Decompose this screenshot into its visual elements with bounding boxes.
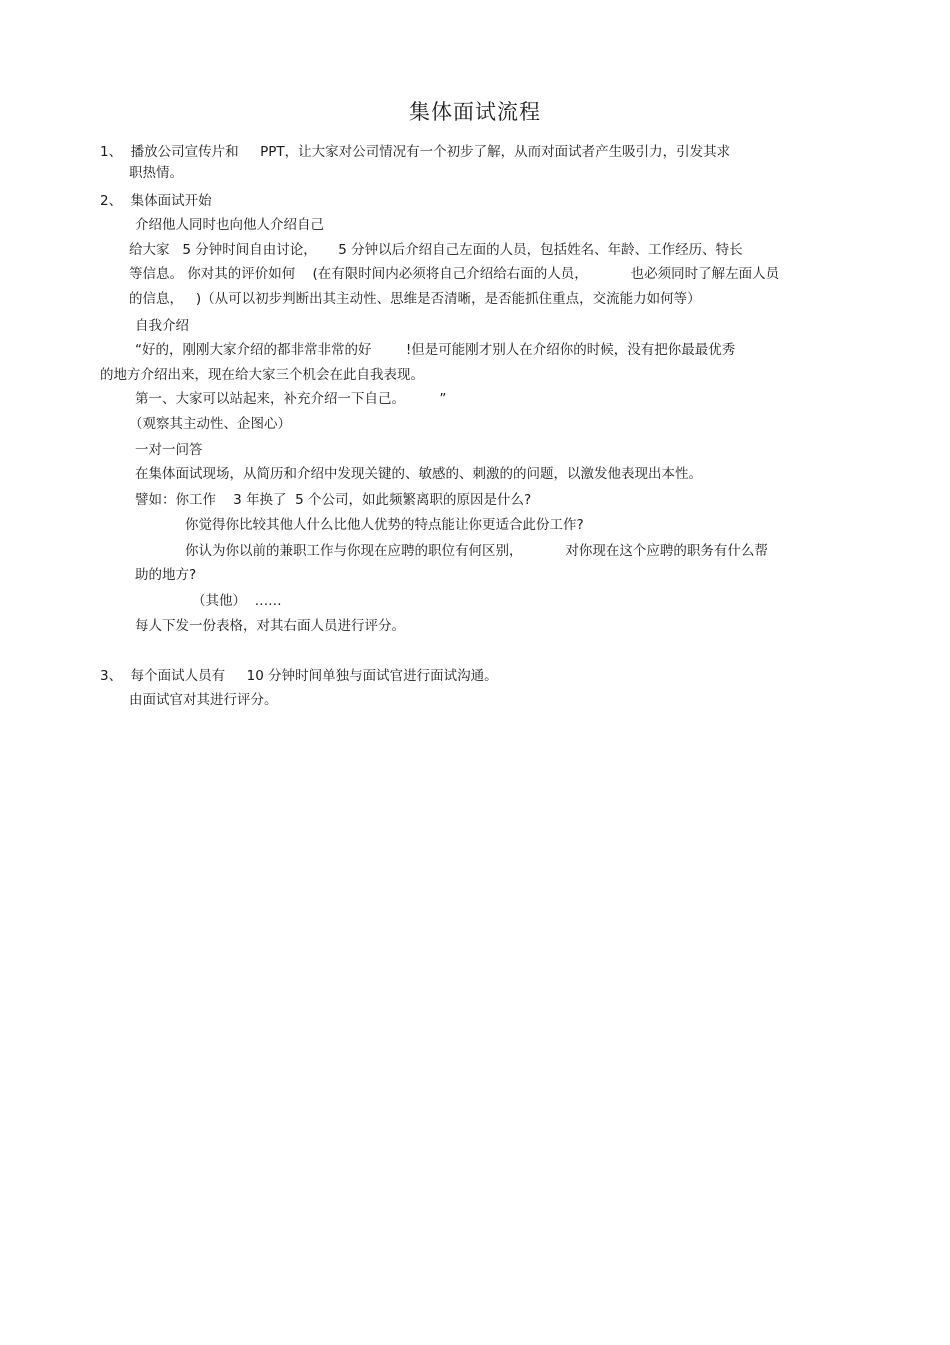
paragraph-line: 的信息， )（从可以初步判断出其主动性、思维是否清晰，是否能抓住重点，交流能力如何等） [129,291,701,307]
subheading-introduce-others: 介绍他人同时也向他人介绍自己 [135,217,324,233]
paragraph-line: “好的，刚刚大家介绍的都非常非常的好 !但是可能刚才别人在介绍你的时候，没有把你最最优秀 [135,342,736,358]
paragraph-line: 给大家 5 分钟时间自由讨论， 5 分钟以后介绍自己左面的人员，包括姓名、年龄、工作经历、特长 [129,242,743,258]
item-1-line-1: 1、 播放公司宣传片和 PPT，让大家对公司情况有一个初步了解，从而对面试者产生吸引力，引发其求 [100,144,731,160]
paragraph-line: 的地方介绍出来，现在给大家三个机会在此自我表现。 [100,367,424,383]
paragraph-line: 第一、大家可以站起来，补充介绍一下自己。 ” [135,391,447,407]
paragraph-line: 由面试官对其进行评分。 [129,692,278,708]
item-3-heading: 3、 每个面试人员有 10 分钟时间单独与面试官进行面试沟通。 [100,668,498,684]
subheading-qa: 一对一问答 [135,442,203,458]
paragraph-line: 每人下发一份表格，对其右面人员进行评分。 [135,618,405,634]
example-other: （其他） …… [192,593,282,609]
paragraph-line: 在集体面试现场，从简历和介绍中发现关键的、敏感的、刺激的的问题，以激发他表现出本性。 [135,466,702,482]
example-question: 你觉得你比较其他人什么比他人优势的特点能让你更适合此份工作? [185,517,584,533]
paragraph-line: （观察其主动性、企图心） [129,416,291,432]
item-2-heading: 2、 集体面试开始 [100,193,212,209]
item-1-line-2: 职热情。 [129,165,183,181]
example-question: 譬如：你工作 3 年换了 5 个公司，如此频繁离职的原因是什么? [135,492,532,508]
example-question: 助的地方? [135,567,197,583]
subheading-self-intro: 自我介绍 [135,318,189,334]
example-question: 你认为你以前的兼职工作与你现在应聘的职位有何区别， 对你现在这个应聘的职务有什么帮 [185,543,768,559]
document-title: 集体面试流程 [409,100,541,124]
paragraph-line: 等信息。 你对其的评价如何 (在有限时间内必须将自己介绍给右面的人员， 也必须同时了解左面人员 [129,266,780,282]
